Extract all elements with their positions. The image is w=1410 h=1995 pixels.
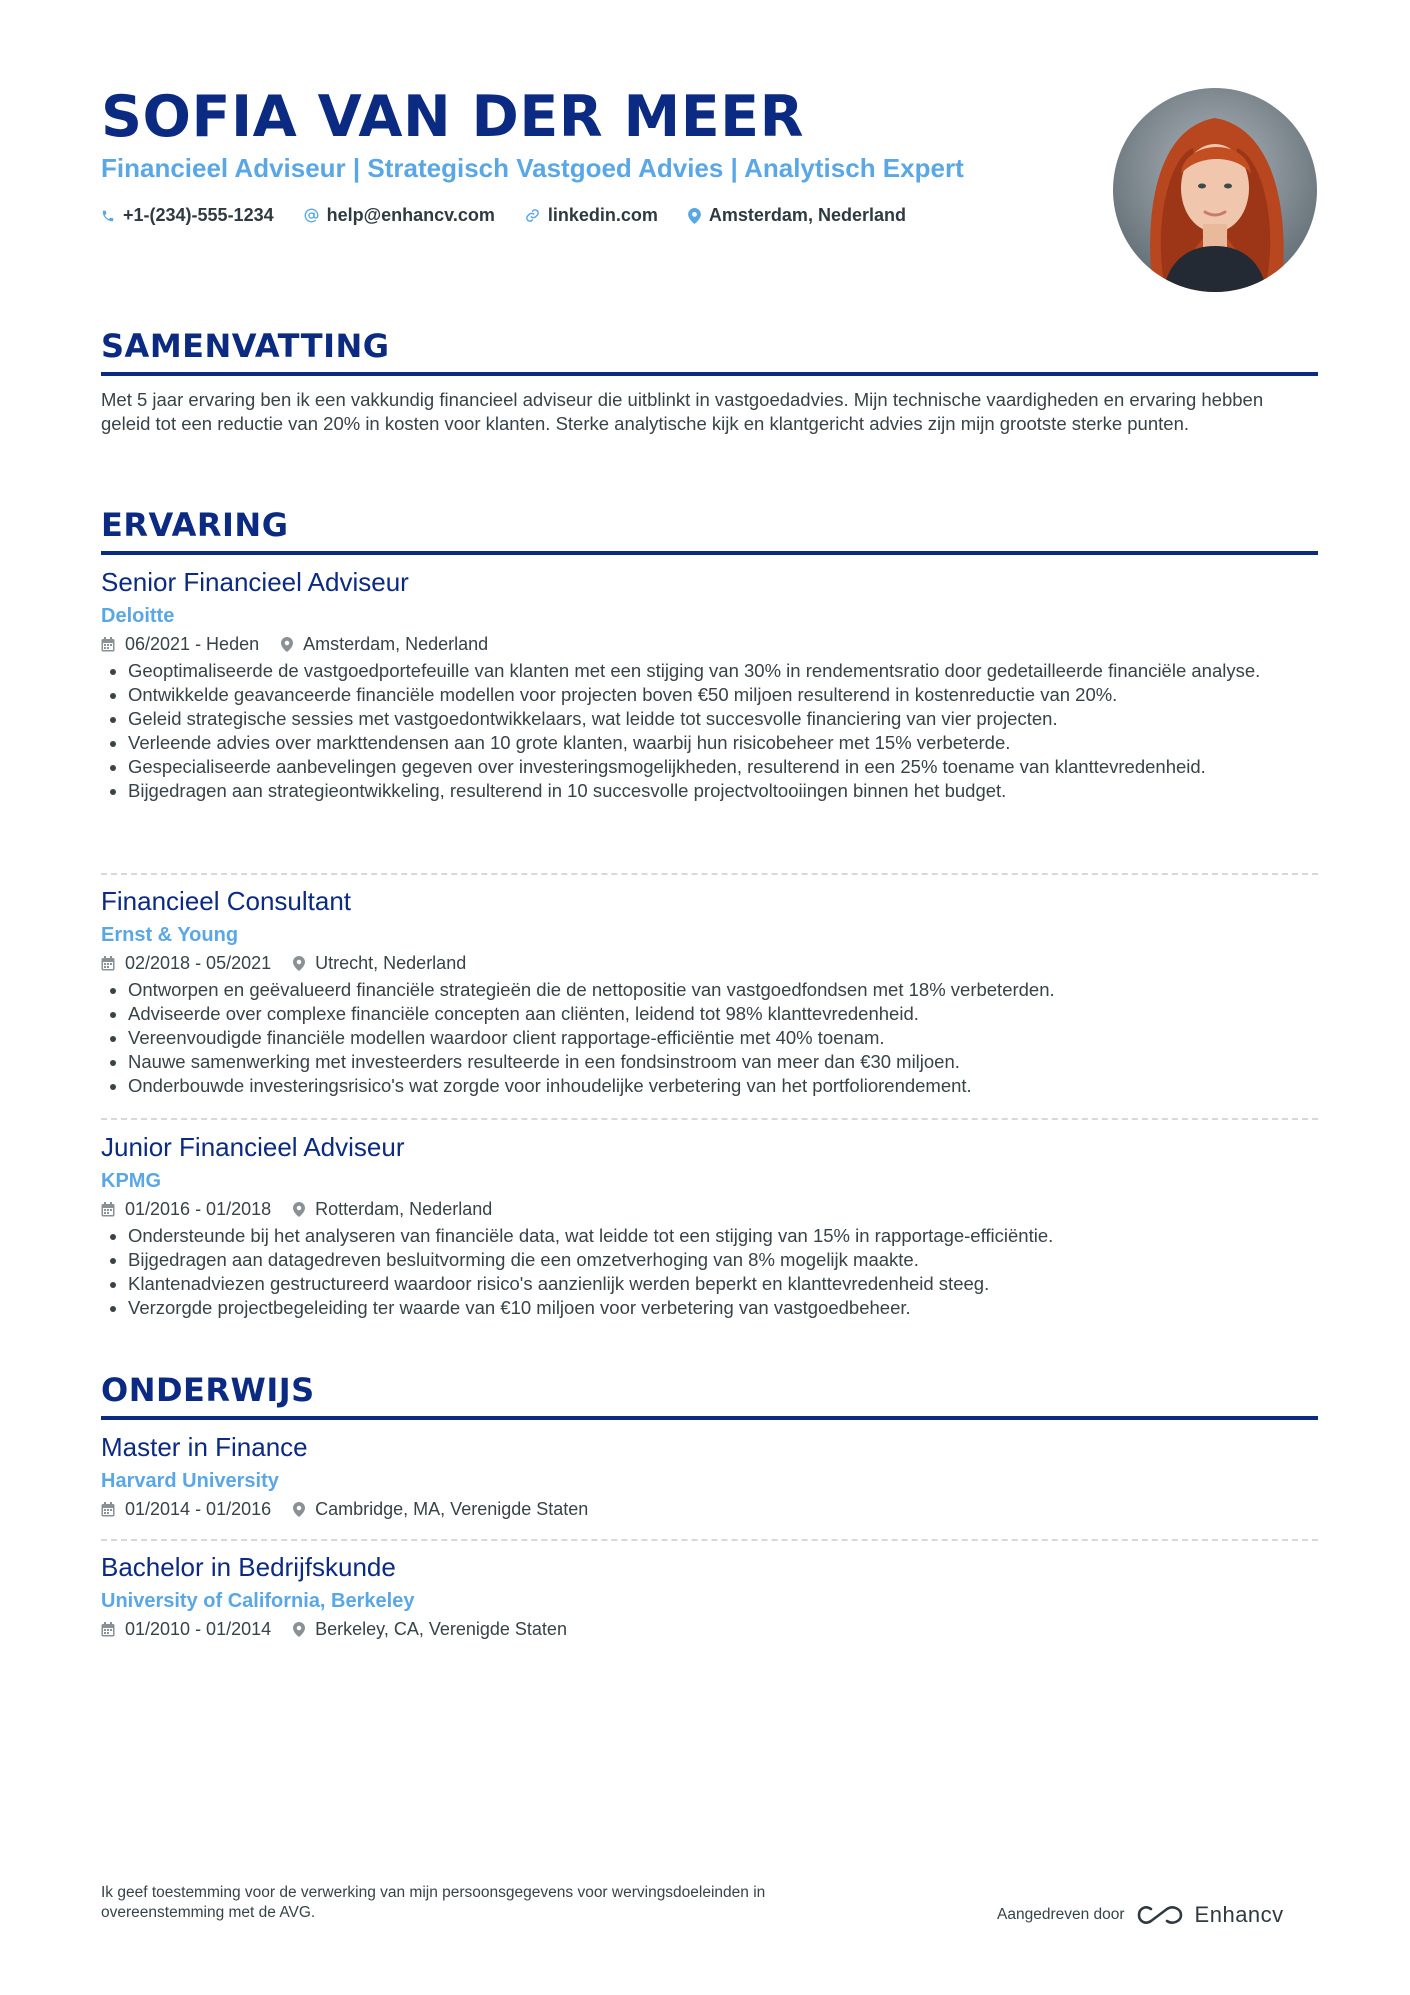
list-item: • Verleende advies over markttendensen aan 10 grote klanten, waarbij hun risicobeheer met 15% verbeterde. [128, 731, 1318, 755]
map-pin-icon [281, 637, 293, 652]
summary-heading: SAMENVATTING [101, 327, 390, 365]
entry-divider [101, 1539, 1318, 1541]
candidate-name: SOFIA VAN DER MEER [101, 84, 804, 150]
list-item: • Geoptimaliseerde de vastgoedportefeuille van klanten met een stijging van 30% in rendementsratio door gedetailleerde financiële analyse. [128, 659, 1318, 683]
link-icon [525, 208, 540, 223]
entry-location-text: Cambridge, MA, Verenigde Staten [315, 1499, 589, 1519]
profile-photo [1113, 88, 1317, 292]
entry-location [293, 1496, 588, 1522]
summary-section-heading [101, 324, 1318, 376]
entry-meta [101, 950, 1318, 976]
entry-location [293, 950, 466, 976]
achievement-list [101, 1224, 1318, 1320]
calendar-icon [101, 637, 115, 652]
entry-meta [101, 1616, 1318, 1642]
job-title: Financieel Consultant [101, 886, 352, 916]
list-item: • Bijgedragen aan datagedreven besluitvorming die een omzetverhoging van 8% mogelijk maakte. [128, 1248, 1318, 1272]
map-pin-icon [293, 1622, 305, 1637]
list-item: • Onderbouwde investeringsrisico's wat zorgde voor inhoudelijke verbetering van het portfoliorendement. [128, 1074, 1318, 1098]
date-range-text: 01/2010 - 01/2014 [125, 1619, 272, 1639]
entry-location [293, 1616, 567, 1642]
job-title: Junior Financieel Adviseur [101, 1132, 405, 1162]
candidate-title: Financieel Adviseur | Strategisch Vastgoed Advies | Analytisch Expert [101, 153, 964, 183]
job-title: Senior Financieel Adviseur [101, 567, 409, 597]
list-item: • Vereenvoudigde financiële modellen waardoor client rapportage-efficiëntie met 40% toenam. [128, 1026, 1318, 1050]
company-name: Ernst & Young [101, 924, 239, 946]
date-range [101, 950, 271, 976]
education-section-heading [101, 1368, 1318, 1420]
calendar-icon [101, 956, 115, 971]
experience-entry [101, 884, 1318, 1098]
list-item: • Gespecialiseerde aanbevelingen gegeven over investeringsmogelijkheden, resulterend in een 25% toename van klanttevredenheid. [128, 755, 1318, 779]
school-name: University of California, Berkeley [101, 1590, 415, 1612]
at-icon [304, 208, 319, 223]
list-item: • Geleid strategische sessies met vastgoedontwikkelaars, wat leidde tot succesvolle financiering van vier projecten. [128, 707, 1318, 731]
entry-location-text: Rotterdam, Nederland [315, 1199, 493, 1219]
calendar-icon [101, 1622, 115, 1637]
list-item: • Klantenadviezen gestructureerd waardoor risico's aanzienlijk werden beperkt en klanttevredenheid steeg. [128, 1272, 1318, 1296]
date-range [101, 1616, 271, 1642]
powered-by-label: Aangedreven door [997, 1906, 1125, 1923]
date-range [101, 631, 259, 657]
experience-entry [101, 1130, 1318, 1320]
education-entry [101, 1430, 1318, 1522]
date-range-text: 01/2016 - 01/2018 [125, 1199, 272, 1219]
contact-phone-text: +1-(234)-555-1234 [123, 205, 274, 225]
experience-entry [101, 565, 1318, 803]
entry-meta [101, 1496, 1318, 1522]
list-item: • Ontwikkelde geavanceerde financiële modellen voor projecten boven €50 miljoen resulterend in kostenreductie van 20%. [128, 683, 1318, 707]
date-range [101, 1496, 271, 1522]
contact-linkedin-text: linkedin.com [547, 205, 658, 225]
date-range-text: 06/2021 - Heden [125, 634, 260, 654]
entry-location-text: Berkeley, CA, Verenigde Staten [315, 1619, 567, 1639]
contact-email-text: help@enhancv.com [326, 205, 495, 225]
entry-location [281, 631, 488, 657]
map-pin-icon [293, 1502, 305, 1517]
list-item: • Ondersteunde bij het analyseren van financiële data, wat leidde tot een stijging van 15% in rapportage-efficiëntie. [128, 1224, 1318, 1248]
list-item: • Nauwe samenwerking met investeerders resulteerde in een fondsinstroom van meer dan €30 miljoen. [128, 1050, 1318, 1074]
entry-divider [101, 1118, 1318, 1120]
map-pin-icon [688, 208, 701, 224]
date-range-text: 01/2014 - 01/2016 [125, 1499, 272, 1519]
degree-title: Bachelor in Bedrijfskunde [101, 1552, 396, 1582]
company-name: Deloitte [101, 605, 175, 627]
achievement-list [101, 659, 1318, 803]
company-name: KPMG [101, 1170, 161, 1192]
contact-bar [101, 205, 906, 226]
date-range-text: 02/2018 - 05/2021 [125, 953, 272, 973]
summary-text: Met 5 jaar ervaring ben ik een vakkundig financieel adviseur die uitblinkt in vastgoedadvies. Mijn technische vaardigheden en ervaring hebben geleid tot een reductie van 20% in kosten voor klanten. Sterke analytische kijk en klantgericht advies zijn mijn grootste sterke punten. [101, 389, 1264, 434]
contact-email[interactable] [304, 205, 495, 226]
calendar-icon [101, 1502, 115, 1517]
experience-heading: ERVARING [101, 506, 289, 544]
education-entry [101, 1550, 1318, 1642]
education-heading: ONDERWIJS [101, 1371, 315, 1409]
contact-location [688, 205, 906, 226]
enhancv-brand: Enhancv [1194, 1902, 1284, 1927]
contact-linkedin[interactable] [525, 205, 658, 226]
powered-by[interactable] [997, 1902, 1284, 1928]
entry-location-text: Utrecht, Nederland [315, 953, 467, 973]
entry-location [293, 1196, 492, 1222]
map-pin-icon [293, 956, 305, 971]
list-item: • Adviseerde over complexe financiële concepten aan cliënten, leidend tot 98% klanttevredenheid. [128, 1002, 1318, 1026]
calendar-icon [101, 1202, 115, 1217]
entry-divider [101, 873, 1318, 875]
degree-title: Master in Finance [101, 1432, 308, 1462]
gdpr-consent-text: Ik geef toestemming voor de verwerking van mijn persoonsgegevens voor wervingsdoeleinden in overeenstemming met de AVG. [101, 1884, 766, 1921]
date-range [101, 1196, 271, 1222]
phone-icon [101, 209, 115, 223]
entry-location-text: Amsterdam, Nederland [303, 634, 489, 654]
list-item: • Bijgedragen aan strategieontwikkeling, resulterend in 10 succesvolle projectvoltooiingen binnen het budget. [128, 779, 1318, 803]
achievement-list [101, 978, 1318, 1098]
experience-section-heading [101, 503, 1318, 555]
map-pin-icon [293, 1202, 305, 1217]
contact-phone[interactable] [101, 205, 274, 226]
enhancv-logo-icon [1137, 1903, 1183, 1927]
list-item: • Ontworpen en geëvalueerd financiële strategieën die de nettopositie van vastgoedfondsen met 18% verbeterden. [128, 978, 1318, 1002]
school-name: Harvard University [101, 1470, 279, 1492]
entry-meta [101, 631, 1318, 657]
entry-meta [101, 1196, 1318, 1222]
list-item: • Verzorgde projectbegeleiding ter waarde van €10 miljoen voor verbetering van vastgoedbeheer. [128, 1296, 1318, 1320]
contact-location-text: Amsterdam, Nederland [708, 205, 906, 225]
